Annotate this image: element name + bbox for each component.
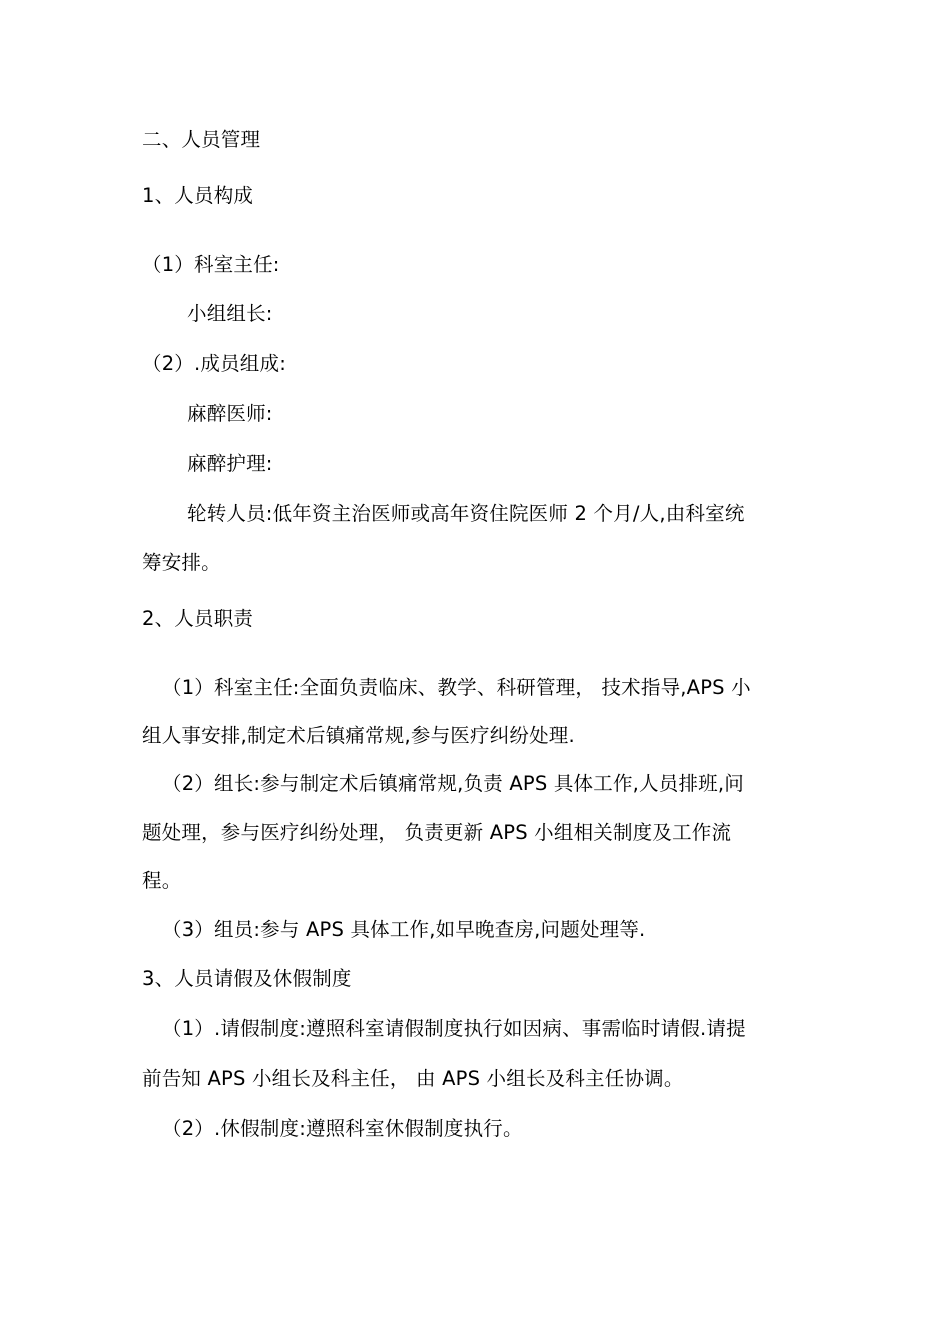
list-item: 小组组长: bbox=[187, 302, 273, 325]
paragraph-line: 组人事安排,制定术后镇痛常规,参与医疗纠纷处理. bbox=[142, 724, 575, 747]
subsection-heading: 2、人员职责 bbox=[142, 607, 254, 630]
list-item: 麻醉医师: bbox=[187, 402, 273, 425]
paragraph-line: 前告知 APS 小组长及科主任， 由 APS 小组长及科主任协调。 bbox=[142, 1067, 684, 1090]
paragraph-line: （3）组员:参与 APS 具体工作,如早晚查房,问题处理等. bbox=[162, 918, 646, 941]
paragraph-line: （1）.请假制度:遵照科室请假制度执行如因病、事需临时请假.请提 bbox=[162, 1017, 746, 1040]
paragraph-line: （2）组长:参与制定术后镇痛常规,负责 APS 具体工作,人员排班,问 bbox=[162, 772, 744, 795]
paragraph-line: （1）科室主任:全面负责临床、教学、科研管理， 技术指导,APS 小 bbox=[162, 676, 751, 699]
paragraph-line: 筹安排。 bbox=[142, 551, 221, 574]
section-heading: 二、人员管理 bbox=[142, 128, 261, 151]
list-item: 麻醉护理: bbox=[187, 452, 273, 475]
paragraph-line: （2）.休假制度:遵照科室休假制度执行。 bbox=[162, 1117, 523, 1140]
paragraph-line: 题处理，参与医疗纠纷处理， 负责更新 APS 小组相关制度及工作流 bbox=[142, 821, 732, 844]
paragraph-line: 程。 bbox=[142, 869, 182, 892]
subsection-heading: 3、人员请假及休假制度 bbox=[142, 967, 352, 990]
list-item: （1）科室主任: bbox=[142, 253, 280, 276]
subsection-heading: 1、人员构成 bbox=[142, 184, 254, 207]
list-item: （2）.成员组成: bbox=[142, 352, 286, 375]
paragraph-line: 轮转人员:低年资主治医师或高年资住院医师 2 个月/人,由科室统 bbox=[187, 502, 745, 525]
